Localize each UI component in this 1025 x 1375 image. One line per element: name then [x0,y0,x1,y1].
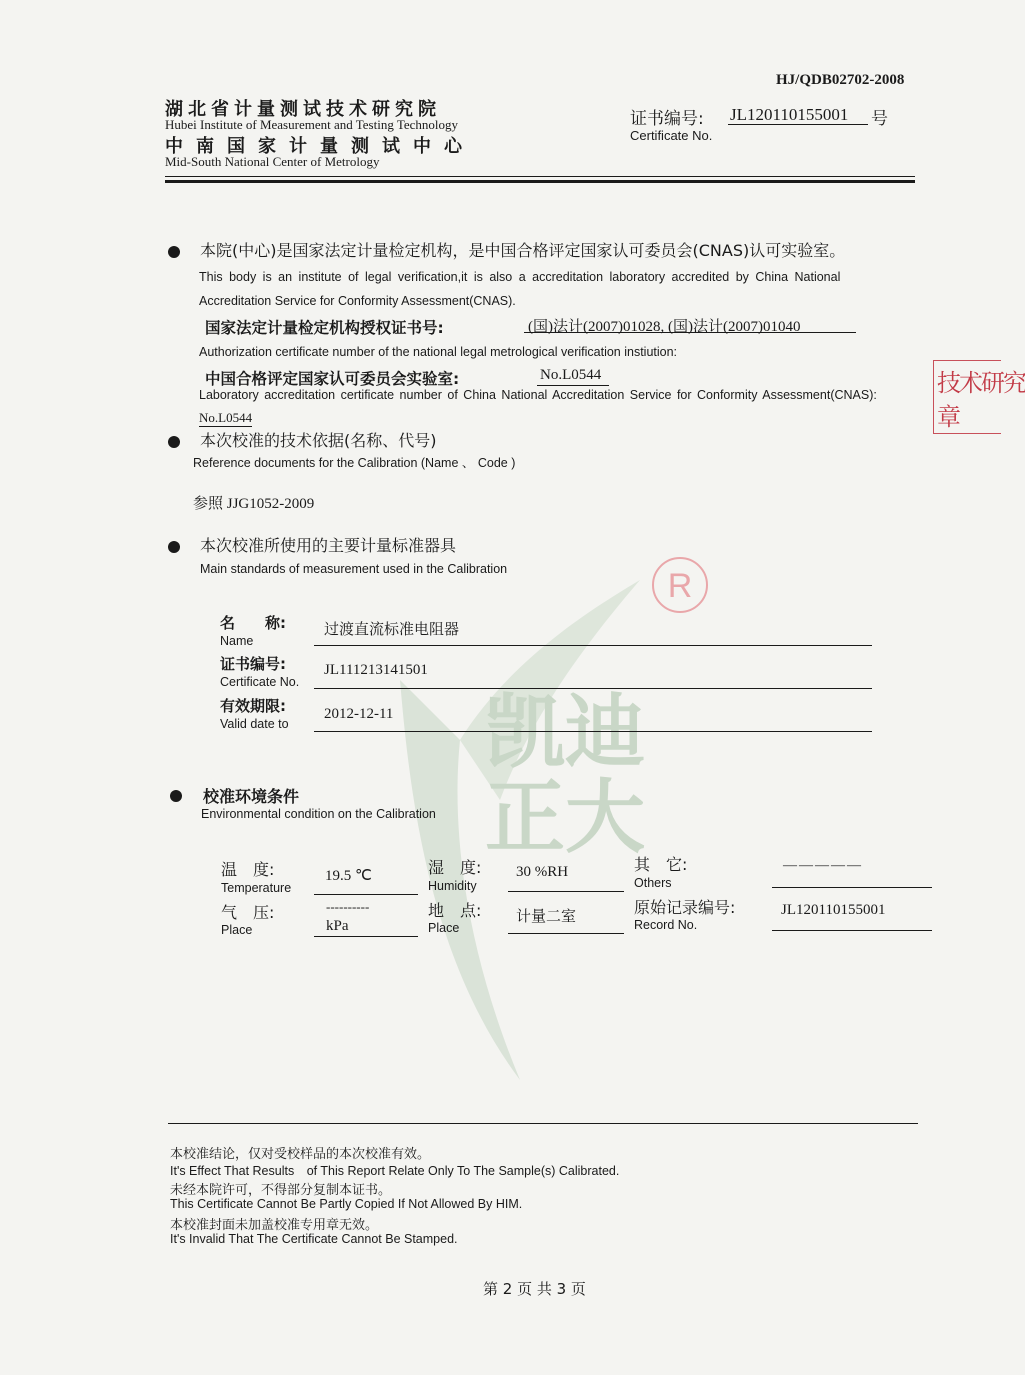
std-cert-label-cn: 证书编号: [220,655,286,673]
watermark-text-1: 凯迪 [485,686,645,779]
section3-title-en: Main standards of measurement used in the Calibration [200,562,508,576]
institute-name-en: Hubei Institute of Measurement and Testing Technology [165,117,459,132]
std-valid-underline [314,731,872,732]
std-name-label-en: Name [220,634,254,648]
std-cert-label-en: Certificate No. [220,675,300,689]
pressure-unit: kPa [326,918,349,934]
std-name-value: 过渡直流标准电阻器 [324,620,460,638]
bullet-2 [168,436,180,448]
cert-no-label-en: Certificate No. [630,128,713,143]
footer-rule [168,1123,918,1124]
place-label-en: Place [428,921,460,935]
section1-title-cn: 本院(中心)是国家法定计量检定机构，是中国合格评定国家认可委员会(CNAS)认可实验室。 [200,241,846,260]
section2-title-cn: 本次校准的技术依据(名称、代号) [200,431,437,450]
place-label-cn: 地 点: [428,901,482,920]
section2-value: 参照 JJG1052-2009 [193,496,315,512]
lab-underline [537,385,609,386]
header-rule-thick [165,180,915,183]
bullet-1 [168,246,180,258]
section1-en-line2: Accreditation Service for Conformity Assessment(CNAS). [199,294,516,308]
pressure-underline [314,936,418,937]
humid-label-en: Humidity [428,879,477,893]
stamp-line-2: 章 [937,403,961,431]
pressure-label-en: Place [221,923,253,937]
doc-code: HJ/QDB02702-2008 [776,72,905,88]
std-name-label-cn: 名 称: [220,614,286,632]
footer-note2-cn: 未经本院许可，不得部分复制本证书。 [170,1183,392,1198]
cert-no-underline [728,124,868,125]
bullet-3 [168,541,180,553]
auth-label-en: Authorization certificate number of the national legal metrological verification instiution: [199,345,678,359]
temp-value: 19.5 ℃ [325,868,372,884]
std-cert-underline [314,688,872,689]
cert-no-label-cn: 证书编号: [630,109,704,129]
place-value: 计量二室 [516,907,577,925]
pressure-value: ---------- [326,899,370,914]
section2-title-en: Reference documents for the Calibration (Name 、 Code ) [193,456,516,470]
lab-en-line2: No.L0544 [199,410,253,425]
std-valid-label-en: Valid date to [220,717,289,731]
footer-note1-en: It's Effect That Results of This Report Relate Only To The Sample(s) Calibrated. [170,1164,620,1178]
watermark-text-2: 正大 [485,771,645,864]
others-value: ————— [783,858,863,873]
center-name-en: Mid-South National Center of Metrology [165,154,380,169]
header-rule-thin [165,176,915,177]
record-underline [772,930,932,931]
temp-underline [314,894,418,895]
footer-note3-en: It's Invalid That The Certificate Cannot Be Stamped. [170,1232,458,1246]
record-label-en: Record No. [634,918,698,932]
stamp-line-1: 技术研究 [937,369,1025,397]
footer-note1-cn: 本校准结论，仅对受校样品的本次校准有效。 [170,1147,431,1162]
std-valid-label-cn: 有效期限: [220,697,286,715]
auth-value: (国)法计(2007)01028, (国)法计(2007)01040 [528,319,801,335]
record-value: JL120110155001 [781,902,886,918]
std-cert-value: JL111213141501 [324,662,428,678]
temp-label-cn: 温 度: [221,860,275,879]
section4-title-cn: 校准环境条件 [203,787,300,806]
std-name-underline [314,645,872,646]
record-label-cn: 原始记录编号: [634,898,736,917]
registered-mark: R [667,567,693,605]
others-underline [772,887,932,888]
place-underline [508,933,624,934]
humid-value: 30 %RH [516,864,569,880]
pressure-label-cn: 气 压: [221,903,275,922]
auth-underline [524,332,856,333]
temp-label-en: Temperature [221,881,292,895]
others-label-cn: 其 它: [634,855,688,874]
section1-en-line1: This body is an institute of legal verification,it is also a accreditation laboratory accredited by China National [199,270,841,284]
page-number: 第 2 页 共 3 页 [483,1280,586,1298]
lab-value: No.L0544 [540,367,602,383]
bullet-4 [170,790,182,802]
lab-en-line1: Laboratory accreditation certificate number of China National Accreditation Service for Conformity Assessment(CNAS): [199,388,877,402]
red-stamp [933,360,1025,434]
humid-label-cn: 湿 度: [428,858,482,877]
humid-underline [508,891,624,892]
cert-no-value: JL120110155001 [730,105,849,124]
section3-title-cn: 本次校准所使用的主要计量标准器具 [200,536,457,555]
institute-name-cn: 湖北省计量测试技术研究院 [165,99,441,120]
footer-note3-cn: 本校准封面未加盖校准专用章无效。 [170,1218,379,1233]
others-label-en: Others [634,876,672,890]
std-valid-value: 2012-12-11 [324,706,394,722]
footer-note2-en: This Certificate Cannot Be Partly Copied If Not Allowed By HIM. [170,1197,523,1211]
section4-title-en: Environmental condition on the Calibration [201,807,436,821]
auth-label-cn: 国家法定计量检定机构授权证书号: [205,319,444,337]
lab-label-cn: 中国合格评定国家认可委员会实验室: [205,370,460,388]
center-name-cn: 中南国家计量测试中心 [165,136,475,157]
cert-no-suffix: 号 [871,109,888,129]
